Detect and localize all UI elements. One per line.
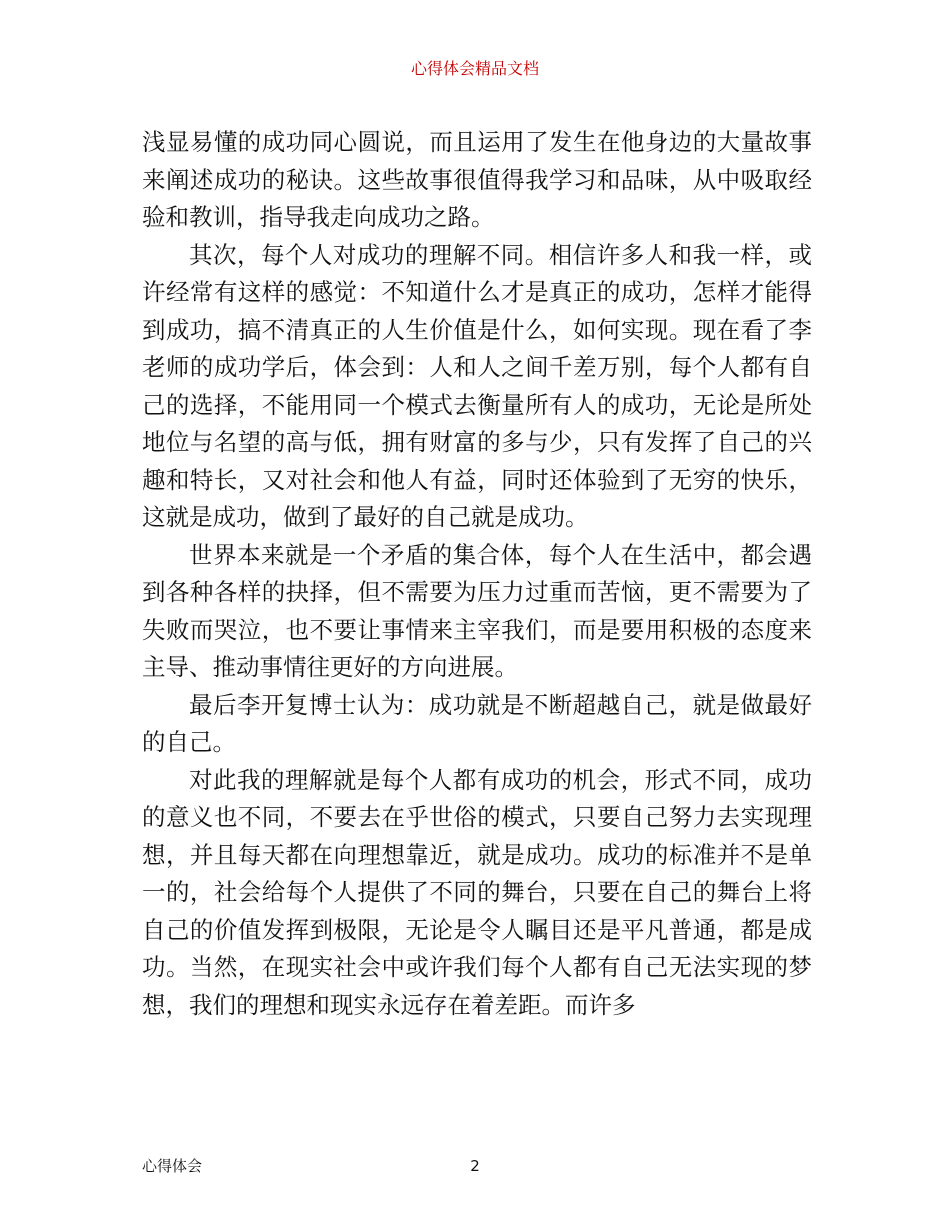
paragraph: 最后李开复博士认为：成功就是不断超越自己，就是做最好的自己。: [142, 690, 812, 756]
page-number: 2: [470, 1157, 480, 1175]
paragraph: 其次，每个人对成功的理解不同。相信许多人和我一样，或许经常有这样的感觉：不知道什么才是真正的成功，怎样才能得到成功，搞不清真正的人生价值是什么，如何实现。现在看了李老师的成功学后，体会到：人和人之间千差万别，每个人都有自己的选择，不能用同一个模式去衡量所有人的成功，无论是所处地位与名望的高与低，拥有财富的多与少，只有发挥了自己的兴趣和特长，又对社会和他人有益，同时还体验到了无穷的快乐，这就是成功，做到了最好的自己就是成功。: [142, 240, 812, 531]
document-body: [142, 124, 812, 1024]
paragraph: 世界本来就是一个矛盾的集合体，每个人在生活中，都会遇到各种各样的抉择，但不需要为压力过重而苦恼，更不需要为了失败而哭泣，也不要让事情来主宰我们，而是要用积极的态度来主导、推动事情往更好的方向进展。: [142, 540, 812, 681]
page-header-title: 心得体会精品文档: [410, 59, 539, 78]
paragraph: 浅显易懂的成功同心圆说，而且运用了发生在他身边的大量故事来阐述成功的秘诀。这些故事很值得我学习和品味，从中吸取经验和教训，指导我走向成功之路。: [142, 128, 812, 231]
footer-label: 心得体会: [142, 1157, 203, 1175]
paragraph: 对此我的理解就是每个人都有成功的机会，形式不同，成功的意义也不同，不要去在乎世俗的模式，只要自己努力去实现理想，并且每天都在向理想靠近，就是成功。成功的标准并不是单一的，社会给每个人提供了不同的舞台，只要在自己的舞台上将自己的价值发挥到极限，无论是令人瞩目还是平凡普通，都是成功。当然，在现实社会中或许我们每个人都有自己无法实现的梦想，我们的理想和现实永远存在着差距。而许多: [142, 765, 812, 1019]
